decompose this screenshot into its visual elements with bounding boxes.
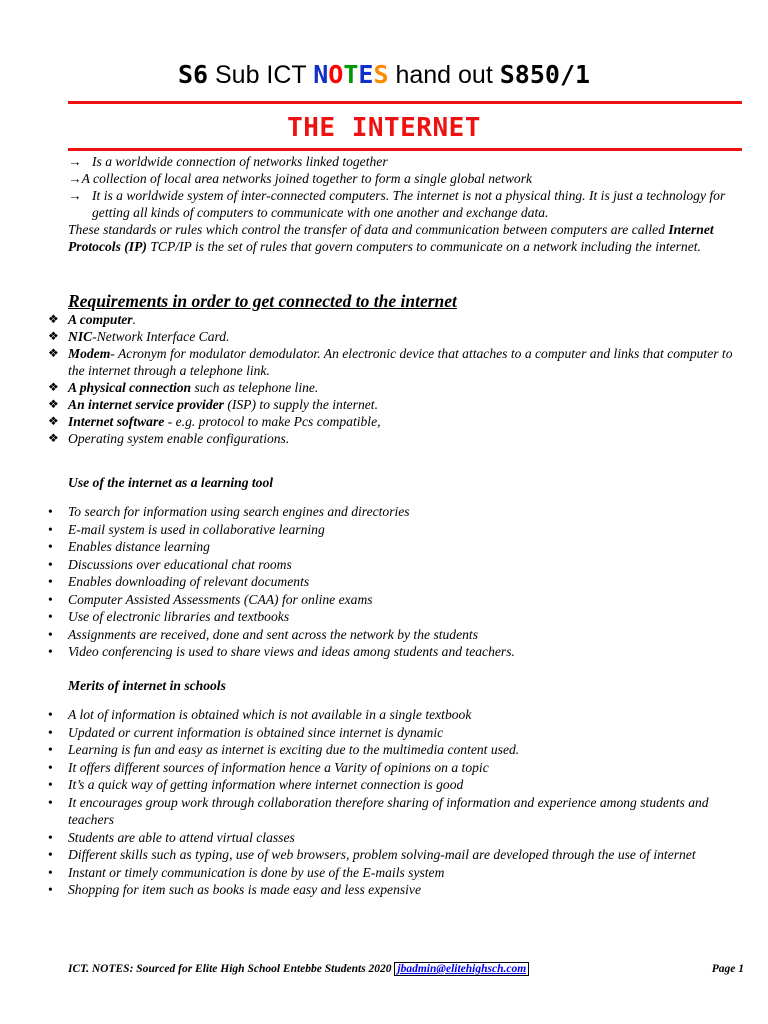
bullet-text: E-mail system is used in collaborative learning <box>68 521 325 537</box>
bullet-dot-icon: • <box>48 882 53 897</box>
definition-line <box>68 153 744 170</box>
header-notes-word <box>313 60 388 89</box>
diamond-bullet-icon: ❖ <box>48 431 59 445</box>
requirement-text: - Acronym for modulator demodulator. An electronic device that attaches to a computer and links that computer to the internet through a telephone link. <box>68 346 733 378</box>
bullet-text: Instant or timely communication is done by use of the E-mails system <box>68 864 445 880</box>
requirement-text: (ISP) to supply the internet. <box>223 397 378 412</box>
bullet-dot-icon: • <box>48 829 53 845</box>
bullet-dot-icon: • <box>48 864 53 880</box>
bullet-text: Assignments are received, done and sent across the network by the students <box>68 626 478 642</box>
requirement-text: . <box>132 312 136 327</box>
page-number: Page 1 <box>711 963 744 975</box>
definitions-block <box>68 153 744 255</box>
definition-line <box>68 187 744 221</box>
requirement-item <box>48 413 744 430</box>
bullet-dot-icon: • <box>48 794 53 810</box>
bullet-item <box>48 556 744 574</box>
bullet-text: Enables downloading of relevant documents <box>68 574 310 589</box>
header-notes-letter: S <box>373 60 389 89</box>
bullet-dot-icon: • <box>48 521 53 537</box>
diamond-bullet-icon: ❖ <box>48 312 59 326</box>
bullet-item <box>48 643 744 661</box>
requirement-text: Operating system enable configurations. <box>68 431 290 446</box>
requirement-item <box>48 345 744 379</box>
bullet-dot-icon: • <box>48 847 53 862</box>
bullet-text: Learning is fun and easy as internet is exciting due to the multimedia content used. <box>68 742 520 757</box>
protocol-paragraph <box>68 221 744 255</box>
bullet-dot-icon: • <box>48 556 53 572</box>
bullet-text: Computer Assisted Assessments (CAA) for online exams <box>68 591 373 607</box>
footer-source-text: ICT. NOTES: Sourced for Elite High School Entebbe Students 2020 <box>68 963 395 975</box>
requirement-term: A physical connection <box>68 380 192 395</box>
header-class: S6 <box>177 60 209 89</box>
bullet-item <box>48 706 744 724</box>
requirement-text: -Network Interface Card. <box>92 329 230 344</box>
requirement-text: - e.g. protocol to make Pcs compatible, <box>164 414 381 429</box>
bullet-text: Students are able to attend virtual classes <box>68 829 295 845</box>
bullet-dot-icon: • <box>48 574 53 589</box>
merits-heading: Merits of internet in schools <box>68 678 226 693</box>
bullet-text: Updated or current information is obtained since internet is dynamic <box>68 724 444 740</box>
bullet-dot-icon: • <box>48 539 53 554</box>
requirement-item <box>48 430 744 447</box>
header-notes-letter: O <box>328 60 344 89</box>
header-notes-letter: T <box>343 60 359 89</box>
protocol-term: Internet Protocols (IP) <box>68 222 714 254</box>
bullet-text: Video conferencing is used to share views and ideas among students and teachers. <box>68 644 515 659</box>
definition-line <box>68 170 744 187</box>
diamond-bullet-icon: ❖ <box>48 346 59 360</box>
requirement-item <box>48 311 744 328</box>
diamond-bullet-icon: ❖ <box>48 414 59 428</box>
bullet-dot-icon: • <box>48 504 53 519</box>
protocol-text-after: TCP/IP is the set of rules that govern computers to communicate on a network including the internet. <box>146 239 701 254</box>
requirement-term: An internet service provider <box>68 397 224 412</box>
definition-text: A collection of local area networks joined together to form a single global network <box>81 171 533 186</box>
bullet-item <box>48 846 744 864</box>
protocol-text-before: These standards or rules which control the transfer of data and communication between computers are called <box>68 222 669 237</box>
bullet-text: It offers different sources of information hence a Varity of opinions on a topic <box>68 759 489 775</box>
header-notes-letter: E <box>358 60 374 89</box>
learning-tool-list <box>48 503 744 661</box>
bullet-dot-icon: • <box>48 707 53 722</box>
header-rule-top <box>68 101 742 104</box>
header-middle: Sub ICT <box>208 61 314 89</box>
requirement-item <box>48 379 744 396</box>
arrow-icon: → <box>68 154 82 169</box>
requirement-term: NIC <box>68 329 93 344</box>
learning-tool-heading: Use of the internet as a learning tool <box>68 475 274 490</box>
requirement-text: such as telephone line. <box>191 380 319 395</box>
bullet-dot-icon: • <box>48 777 53 792</box>
bullet-dot-icon: • <box>48 609 53 624</box>
merits-list <box>48 706 744 899</box>
arrow-icon: → <box>68 188 82 203</box>
bullet-item <box>48 626 744 644</box>
bullet-item <box>48 759 744 777</box>
requirements-heading: Requirements in order to get connected to the internet <box>68 291 457 311</box>
bullet-text: Different skills such as typing, use of web browsers, problem solving-mail are developed through the use of internet <box>68 847 696 862</box>
requirements-list <box>48 311 744 447</box>
bullet-dot-icon: • <box>48 724 53 740</box>
bullet-text: A lot of information is obtained which is not available in a single textbook <box>68 707 472 722</box>
bullet-text: Enables distance learning <box>68 539 210 554</box>
header-notes-letter: N <box>313 60 329 89</box>
header-paper-code: S850/1 <box>499 60 591 89</box>
requirement-item <box>48 328 744 345</box>
definition-text: It is a worldwide system of inter-connected computers. The internet is not a physical thing. It is just a technology for getting all kinds of computers to communicate with one another and exchange data. <box>92 188 726 220</box>
bullet-item <box>48 591 744 609</box>
page-footer <box>68 962 744 977</box>
bullet-item <box>48 776 744 794</box>
header-rule-bottom <box>68 148 742 151</box>
bullet-text: It’s a quick way of getting information where internet connection is good <box>68 777 464 792</box>
diamond-bullet-icon: ❖ <box>48 380 59 394</box>
page-title: THE INTERNET <box>287 113 481 143</box>
footer-email-link[interactable]: jbadmin@elitehighsch.com <box>394 962 529 976</box>
arrow-icon: → <box>68 171 82 186</box>
bullet-dot-icon: • <box>48 626 53 642</box>
bullet-dot-icon: • <box>48 742 53 757</box>
bullet-item <box>48 724 744 742</box>
bullet-item <box>48 881 744 899</box>
bullet-text: To search for information using search engines and directories <box>68 504 410 519</box>
requirement-term: Modem <box>68 346 111 361</box>
header-suffix: hand out <box>388 61 500 89</box>
bullet-dot-icon: • <box>48 759 53 775</box>
bullet-item <box>48 503 744 521</box>
bullet-item <box>48 794 744 829</box>
requirement-item <box>48 396 744 413</box>
bullet-item <box>48 864 744 882</box>
bullet-item <box>48 741 744 759</box>
definition-text: Is a worldwide connection of networks linked together <box>92 154 388 169</box>
requirement-term: A computer <box>68 312 133 327</box>
diamond-bullet-icon: ❖ <box>48 397 59 411</box>
bullet-item <box>48 573 744 591</box>
bullet-text: Shopping for item such as books is made easy and less expensive <box>68 882 421 897</box>
bullet-item <box>48 608 744 626</box>
bullet-item <box>48 538 744 556</box>
bullet-item <box>48 829 744 847</box>
bullet-item <box>48 521 744 539</box>
page-header <box>0 60 768 90</box>
bullet-dot-icon: • <box>48 644 53 659</box>
bullet-dot-icon: • <box>48 591 53 607</box>
bullet-text: Use of electronic libraries and textbooks <box>68 609 290 624</box>
bullet-text: It encourages group work through collaboration therefore sharing of information and experience among students and teachers <box>68 794 709 827</box>
requirement-term: Internet software <box>68 414 165 429</box>
diamond-bullet-icon: ❖ <box>48 329 59 343</box>
bullet-text: Discussions over educational chat rooms <box>68 556 292 572</box>
